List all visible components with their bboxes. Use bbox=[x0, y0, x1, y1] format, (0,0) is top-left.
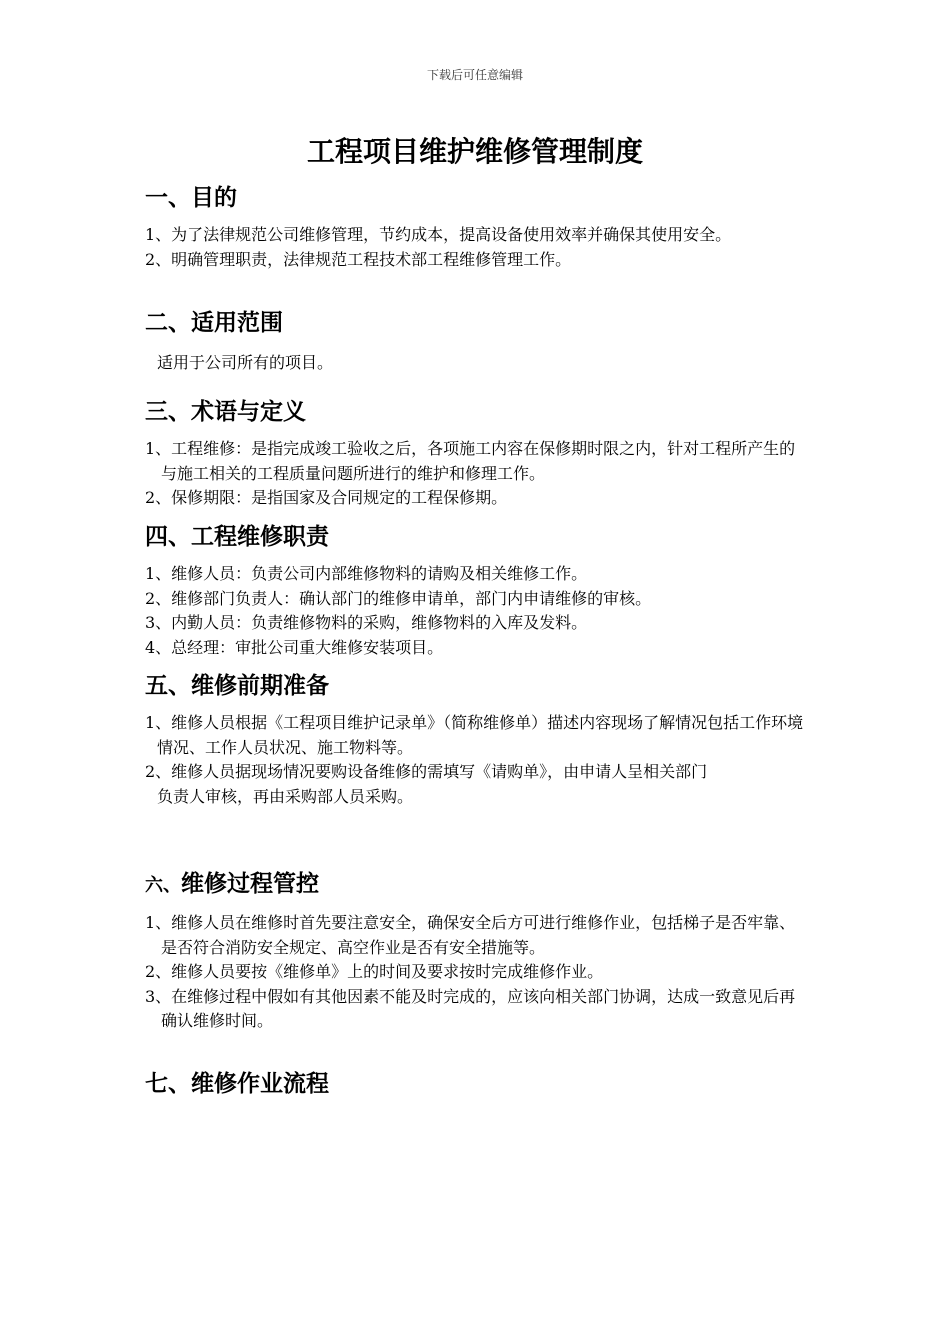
paragraph: 负责人审核，再由采购部人员采购。 bbox=[157, 786, 414, 806]
section-workflow bbox=[145, 1068, 810, 1100]
paragraph: 2、明确管理职责，法律规范工程技术部工程维修管理工作。 bbox=[145, 249, 572, 269]
section-preparation bbox=[145, 670, 810, 809]
section-number: 六、 bbox=[145, 875, 181, 896]
section-scope bbox=[145, 307, 810, 376]
paragraph: 2、维修部门负责人：确认部门的维修申请单，部门内申请维修的审核。 bbox=[145, 588, 652, 608]
document-title: 工程项目维护维修管理制度 bbox=[306, 135, 643, 168]
paragraph: 情况、工作人员状况、施工物料等。 bbox=[157, 737, 414, 757]
paragraph: 1、工程维修：是指完成竣工验收之后，各项施工内容在保修期时限之内，针对工程所产生的与施工相关的工程质量问题所进行的维护和修理工作。 bbox=[145, 439, 796, 483]
paragraph: 适用于公司所有的项目。 bbox=[157, 353, 334, 372]
section-body bbox=[145, 711, 810, 809]
section-process-control bbox=[145, 868, 810, 1034]
section-heading: 一、目的 bbox=[145, 185, 237, 211]
paragraph: 1、维修人员：负责公司内部维修物料的请购及相关维修工作。 bbox=[145, 564, 588, 583]
section-heading: 五、维修前期准备 bbox=[145, 673, 329, 699]
section-heading: 三、术语与定义 bbox=[145, 399, 306, 425]
section-heading: 二、适用范围 bbox=[145, 310, 283, 336]
paragraph: 4、总经理：审批公司重大维修安装项目。 bbox=[145, 637, 444, 657]
section-body bbox=[145, 437, 810, 511]
section-heading bbox=[145, 868, 810, 902]
section-responsibilities bbox=[145, 521, 810, 660]
paragraph: 2、维修人员要按《维修单》上的时间及要求按时完成维修作业。 bbox=[145, 962, 604, 981]
section-purpose bbox=[145, 182, 810, 272]
section-heading-text: 维修过程管控 bbox=[181, 871, 319, 897]
section-body bbox=[145, 351, 810, 376]
paragraph: 1、维修人员根据《工程项目维护记录单》（简称维修单）描述内容现场了解情况包括工作环境 bbox=[145, 713, 804, 732]
paragraph: 2、保修期限：是指国家及合同规定的工程保修期。 bbox=[145, 488, 508, 507]
section-body bbox=[145, 223, 810, 272]
section-heading: 七、维修作业流程 bbox=[145, 1071, 329, 1097]
section-heading: 四、工程维修职责 bbox=[145, 524, 329, 550]
paragraph: 3、内勤人员：负责维修物料的采购，维修物料的入库及发料。 bbox=[145, 613, 588, 632]
section-terms bbox=[145, 396, 810, 511]
paragraph: 1、为了法律规范公司维修管理，节约成本，提高设备使用效率并确保其使用安全。 bbox=[145, 225, 732, 244]
header-note: 下载后可任意编辑 bbox=[426, 68, 523, 82]
paragraph: 2、维修人员据现场情况要购设备维修的需填写《请购单》，由申请人呈相关部门 bbox=[145, 762, 708, 781]
section-body bbox=[145, 911, 810, 1034]
section-body bbox=[145, 562, 810, 660]
paragraph: 3、在维修过程中假如有其他因素不能及时完成的，应该向相关部门协调，达成一致意见后再确认维修时间。 bbox=[145, 986, 796, 1030]
paragraph: 1、维修人员在维修时首先要注意安全，确保安全后方可进行维修作业，包括梯子是否牢靠、是否符合消防安全规定、高空作业是否有安全措施等。 bbox=[145, 913, 796, 957]
